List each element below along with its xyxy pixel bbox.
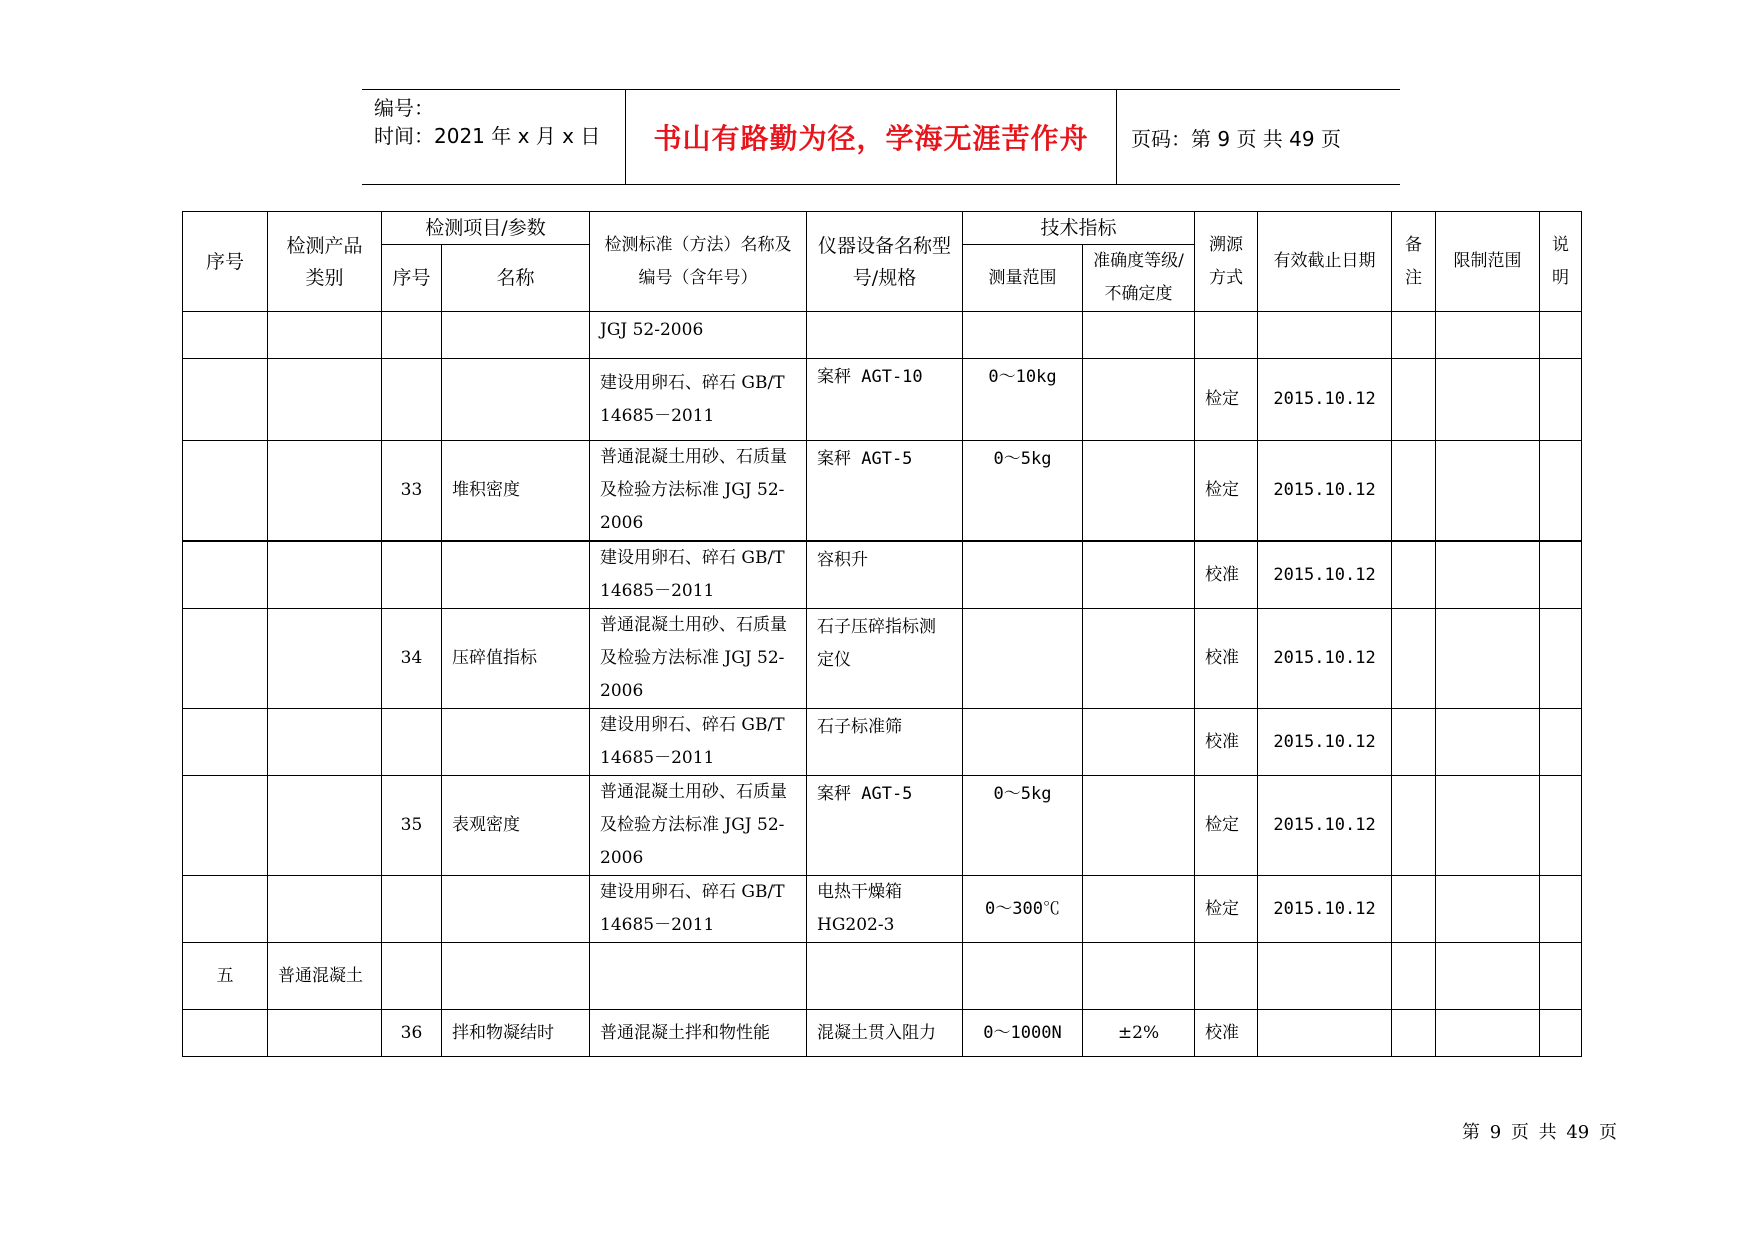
cell-remark xyxy=(1392,541,1436,609)
cell-remark xyxy=(1392,441,1436,542)
cell-remark xyxy=(1392,776,1436,876)
cell-instrument xyxy=(807,312,963,359)
cell-seq xyxy=(183,541,268,609)
cell-expiry xyxy=(1258,1010,1392,1057)
table-row xyxy=(183,709,1582,776)
cell-seq xyxy=(183,1010,268,1057)
cell-item-no: 34 xyxy=(382,609,442,709)
cell-item-no xyxy=(382,876,442,943)
cell-category xyxy=(268,312,382,359)
cell-range: 0～300℃ xyxy=(963,876,1083,943)
cell-instrument: 案秤 AGT-5 xyxy=(807,776,963,876)
cell-item-name: 压碎值指标 xyxy=(442,609,590,709)
cell-trace: 校准 xyxy=(1195,1010,1258,1057)
col-header-item-group: 检测项目/参数 xyxy=(382,212,590,245)
cell-remark xyxy=(1392,609,1436,709)
cell-standard: 建设用卵石、碎石 GB/T 14685－2011 xyxy=(590,359,807,441)
cell-instrument: 混凝土贯入阻力 xyxy=(807,1010,963,1057)
col-header-expiry: 有效截止日期 xyxy=(1258,212,1392,312)
cell-accuracy xyxy=(1083,312,1195,359)
doc-time-label: 时间：2021 年 x 月 x 日 xyxy=(374,124,601,148)
cell-seq xyxy=(183,359,268,441)
table-row xyxy=(183,541,1582,609)
cell-standard: 普通混凝土用砂、石质量及检验方法标准 JGJ 52-2006 xyxy=(590,776,807,876)
cell-seq xyxy=(183,709,268,776)
cell-item-name: 表观密度 xyxy=(442,776,590,876)
cell-accuracy xyxy=(1083,609,1195,709)
col-header-remark: 备注 xyxy=(1392,212,1436,312)
cell-category xyxy=(268,1010,382,1057)
cell-accuracy xyxy=(1083,776,1195,876)
col-header-tech: 技术指标 xyxy=(963,212,1195,245)
cell-expiry xyxy=(1258,312,1392,359)
cell-seq xyxy=(183,609,268,709)
col-header-seq: 序号 xyxy=(183,212,268,312)
col-header-note: 说明 xyxy=(1540,212,1582,312)
cell-limit xyxy=(1436,709,1540,776)
col-header-range: 测量范围 xyxy=(963,245,1083,312)
cell-category xyxy=(268,359,382,441)
cell-expiry: 2015.10.12 xyxy=(1258,876,1392,943)
table-row xyxy=(183,876,1582,943)
cell-trace: 检定 xyxy=(1195,876,1258,943)
col-header-item-name: 名称 xyxy=(442,245,590,312)
cell-limit xyxy=(1436,609,1540,709)
cell-instrument: 案秤 AGT-5 xyxy=(807,441,963,542)
cell-expiry: 2015.10.12 xyxy=(1258,776,1392,876)
cell-accuracy xyxy=(1083,943,1195,1010)
cell-instrument xyxy=(807,943,963,1010)
cell-remark xyxy=(1392,312,1436,359)
cell-accuracy xyxy=(1083,359,1195,441)
cell-range: 0～5kg xyxy=(963,441,1083,542)
cell-note xyxy=(1540,1010,1582,1057)
cell-seq xyxy=(183,441,268,542)
cell-category xyxy=(268,876,382,943)
cell-expiry: 2015.10.12 xyxy=(1258,609,1392,709)
cell-instrument: 容积升 xyxy=(807,541,963,609)
cell-limit xyxy=(1436,776,1540,876)
cell-instrument: 电热干燥箱 HG202-3 xyxy=(807,876,963,943)
table-row xyxy=(183,441,1582,542)
cell-item-no xyxy=(382,709,442,776)
cell-item-name xyxy=(442,312,590,359)
cell-accuracy xyxy=(1083,709,1195,776)
cell-item-no xyxy=(382,359,442,441)
cell-range xyxy=(963,609,1083,709)
header-page-info: 页码：第 9 页 共 49 页 xyxy=(1131,126,1341,151)
cell-seq xyxy=(183,312,268,359)
cell-expiry: 2015.10.12 xyxy=(1258,441,1392,542)
cell-remark xyxy=(1392,709,1436,776)
cell-remark xyxy=(1392,876,1436,943)
cell-trace xyxy=(1195,312,1258,359)
col-header-accuracy: 准确度等级/不确定度 xyxy=(1083,245,1195,312)
cell-item-name: 堆积密度 xyxy=(442,441,590,542)
cell-item-name xyxy=(442,709,590,776)
cell-remark xyxy=(1392,943,1436,1010)
cell-expiry: 2015.10.12 xyxy=(1258,709,1392,776)
cell-trace: 校准 xyxy=(1195,709,1258,776)
cell-range xyxy=(963,312,1083,359)
equipment-table xyxy=(182,211,1582,1057)
cell-range xyxy=(963,709,1083,776)
cell-limit xyxy=(1436,1010,1540,1057)
col-header-instrument: 仪器设备名称型号/规格 xyxy=(807,212,963,312)
cell-trace: 检定 xyxy=(1195,441,1258,542)
cell-standard: 建设用卵石、碎石 GB/T 14685－2011 xyxy=(590,876,807,943)
cell-item-no xyxy=(382,541,442,609)
cell-item-no: 36 xyxy=(382,1010,442,1057)
cell-standard: JGJ 52-2006 xyxy=(590,312,807,359)
cell-trace: 检定 xyxy=(1195,359,1258,441)
cell-range xyxy=(963,943,1083,1010)
cell-item-name xyxy=(442,943,590,1010)
col-header-trace: 溯源方式 xyxy=(1195,212,1258,312)
cell-seq xyxy=(183,876,268,943)
cell-accuracy xyxy=(1083,441,1195,542)
cell-instrument: 案秤 AGT-10 xyxy=(807,359,963,441)
cell-limit xyxy=(1436,943,1540,1010)
table-row xyxy=(183,609,1582,709)
cell-item-no xyxy=(382,312,442,359)
cell-category xyxy=(268,541,382,609)
cell-trace: 校准 xyxy=(1195,541,1258,609)
cell-standard: 建设用卵石、碎石 GB/T 14685－2011 xyxy=(590,709,807,776)
cell-remark xyxy=(1392,359,1436,441)
table-row xyxy=(183,943,1582,1010)
doc-number-label: 编号： xyxy=(374,96,434,120)
cell-note xyxy=(1540,609,1582,709)
cell-category xyxy=(268,609,382,709)
cell-remark xyxy=(1392,1010,1436,1057)
cell-note xyxy=(1540,943,1582,1010)
cell-seq: 五 xyxy=(183,943,268,1010)
cell-range xyxy=(963,541,1083,609)
col-header-category: 检测产品类别 xyxy=(268,212,382,312)
cell-note xyxy=(1540,709,1582,776)
header-meta xyxy=(362,90,626,184)
cell-item-name: 拌和物凝结时 xyxy=(442,1010,590,1057)
cell-accuracy xyxy=(1083,876,1195,943)
cell-expiry: 2015.10.12 xyxy=(1258,359,1392,441)
cell-note xyxy=(1540,876,1582,943)
cell-category xyxy=(268,441,382,542)
cell-note xyxy=(1540,541,1582,609)
cell-limit xyxy=(1436,312,1540,359)
cell-range: 0～10kg xyxy=(963,359,1083,441)
cell-limit xyxy=(1436,441,1540,542)
header-motto: 书山有路勤为径，学海无涯苦作舟 xyxy=(626,90,1117,184)
cell-range: 0～1000N xyxy=(963,1010,1083,1057)
cell-accuracy: ±2% xyxy=(1083,1010,1195,1057)
table-row xyxy=(183,1010,1582,1057)
col-header-limit: 限制范围 xyxy=(1436,212,1540,312)
page-header xyxy=(362,89,1400,185)
page-footer: 第 9 页 共 49 页 xyxy=(1462,1122,1617,1143)
cell-standard: 普通混凝土用砂、石质量及检验方法标准 JGJ 52-2006 xyxy=(590,609,807,709)
cell-limit xyxy=(1436,541,1540,609)
cell-instrument: 石子标准筛 xyxy=(807,709,963,776)
cell-trace: 检定 xyxy=(1195,776,1258,876)
cell-item-no: 33 xyxy=(382,441,442,542)
cell-standard: 普通混凝土拌和物性能 xyxy=(590,1010,807,1057)
cell-seq xyxy=(183,776,268,876)
cell-instrument: 石子压碎指标测定仪 xyxy=(807,609,963,709)
table-row xyxy=(183,776,1582,876)
cell-standard: 建设用卵石、碎石 GB/T 14685－2011 xyxy=(590,541,807,609)
cell-item-no: 35 xyxy=(382,776,442,876)
table-row xyxy=(183,312,1582,359)
cell-note xyxy=(1540,776,1582,876)
cell-item-name xyxy=(442,541,590,609)
cell-item-no xyxy=(382,943,442,1010)
cell-expiry: 2015.10.12 xyxy=(1258,541,1392,609)
cell-trace: 校准 xyxy=(1195,609,1258,709)
cell-accuracy xyxy=(1083,541,1195,609)
cell-note xyxy=(1540,441,1582,542)
cell-range: 0～5kg xyxy=(963,776,1083,876)
cell-category: 普通混凝土 xyxy=(268,943,382,1010)
cell-item-name xyxy=(442,359,590,441)
cell-category xyxy=(268,776,382,876)
cell-trace xyxy=(1195,943,1258,1010)
cell-limit xyxy=(1436,359,1540,441)
cell-category xyxy=(268,709,382,776)
cell-limit xyxy=(1436,876,1540,943)
cell-standard: 普通混凝土用砂、石质量及检验方法标准 JGJ 52-2006 xyxy=(590,441,807,542)
col-header-item-seq: 序号 xyxy=(382,245,442,312)
col-header-standard: 检测标准（方法）名称及编号（含年号） xyxy=(590,212,807,312)
cell-note xyxy=(1540,312,1582,359)
cell-standard xyxy=(590,943,807,1010)
cell-expiry xyxy=(1258,943,1392,1010)
cell-item-name xyxy=(442,876,590,943)
table-row xyxy=(183,359,1582,441)
cell-note xyxy=(1540,359,1582,441)
